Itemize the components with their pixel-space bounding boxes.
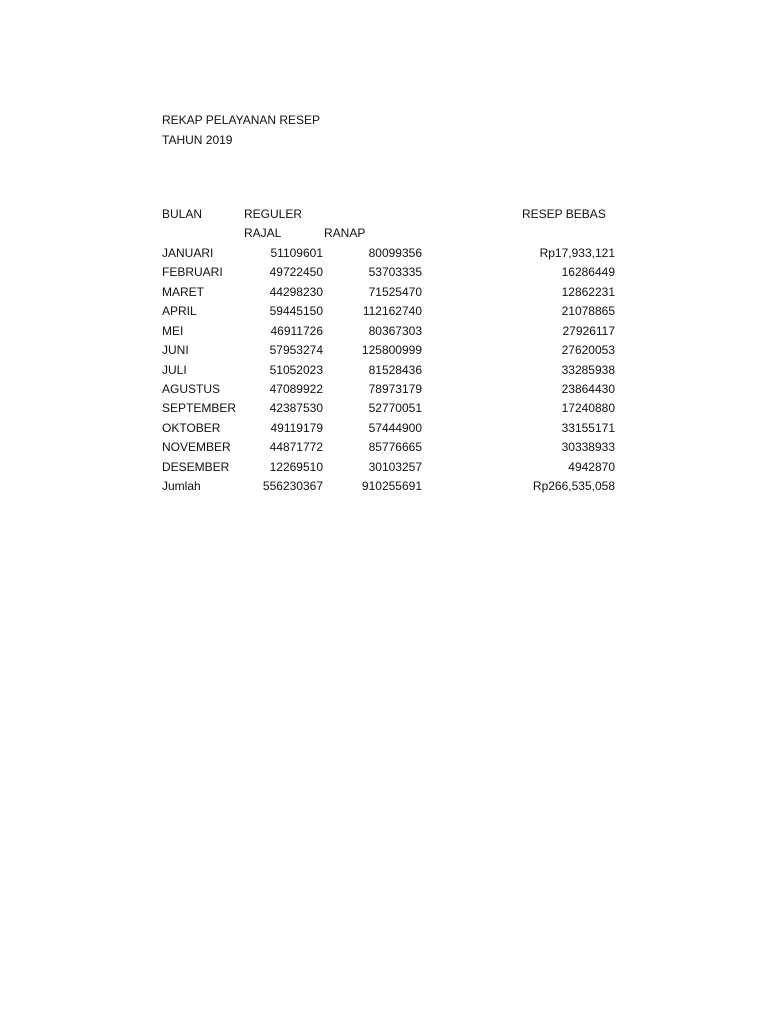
cell-bulan: SEPTEMBER (162, 401, 237, 416)
header-bulan: BULAN (162, 207, 203, 221)
cell-resep-bebas: 17240880 (561, 401, 615, 416)
cell-ranap: 53703335 (368, 265, 422, 280)
table-total-row (162, 477, 622, 496)
cell-rajal: 46911726 (270, 323, 323, 338)
cell-ranap: 85776665 (368, 440, 422, 455)
cell-rajal: 49119179 (270, 420, 323, 435)
table-row (162, 283, 622, 302)
header-rajal: RAJAL (244, 226, 282, 241)
header-resep-bebas: RESEP BEBAS (522, 207, 606, 221)
cell-resep-bebas: 27926117 (562, 323, 615, 338)
cell-resep-bebas: 23864430 (561, 381, 615, 396)
cell-bulan: MARET (162, 284, 204, 299)
cell-bulan: JUNI (162, 343, 189, 358)
table-row (162, 244, 622, 263)
cell-ranap: 78973179 (368, 381, 422, 396)
cell-bulan: JULI (162, 362, 187, 377)
cell-rajal: 44298230 (269, 284, 323, 299)
cell-rajal: 51109601 (270, 245, 323, 260)
cell-ranap: 30103257 (368, 459, 422, 474)
cell-bulan: APRIL (162, 304, 197, 319)
cell-rajal: 59445150 (269, 304, 323, 319)
cell-bulan: AGUSTUS (162, 381, 221, 396)
cell-rajal: 12269510 (269, 459, 323, 474)
cell-bulan: JANUARI (162, 245, 214, 260)
cell-resep-bebas: 30338933 (561, 440, 615, 455)
cell-rajal: 51052023 (269, 362, 323, 377)
cell-resep-bebas: Rp17,933,121 (539, 245, 615, 260)
cell-bulan: FEBRUARI (162, 265, 223, 280)
table-row (162, 419, 622, 438)
cell-resep-bebas: 4942870 (568, 459, 615, 474)
cell-rajal: 42387530 (269, 401, 323, 416)
table-row (162, 341, 622, 360)
cell-rajal: 57953274 (269, 343, 323, 358)
total-ranap: 910255691 (361, 479, 422, 494)
table-row (162, 361, 622, 380)
cell-resep-bebas: 12862231 (561, 284, 615, 299)
table-row (162, 380, 622, 399)
total-resep-bebas: Rp266,535,058 (532, 479, 615, 494)
cell-resep-bebas: 33155171 (561, 420, 615, 435)
table-row (162, 399, 622, 418)
cell-ranap: 81528436 (368, 362, 422, 377)
cell-bulan: NOVEMBER (162, 440, 231, 455)
cell-bulan: OKTOBER (162, 420, 221, 435)
cell-ranap: 57444900 (368, 420, 422, 435)
cell-resep-bebas: 16286449 (561, 265, 615, 280)
cell-ranap: 112162740 (362, 304, 422, 319)
total-rajal: 556230367 (262, 479, 323, 494)
table-header-row (162, 205, 622, 224)
cell-rajal: 44871772 (269, 440, 323, 455)
table-row (162, 302, 622, 321)
table-row (162, 322, 622, 341)
cell-resep-bebas: 27620053 (561, 343, 615, 358)
cell-ranap: 125800999 (361, 343, 422, 358)
total-label: Jumlah (162, 479, 201, 494)
cell-rajal: 49722450 (269, 265, 323, 280)
cell-rajal: 47089922 (269, 381, 323, 396)
cell-resep-bebas: 33285938 (561, 362, 615, 377)
table-row (162, 458, 622, 477)
document-subtitle-year: TAHUN 2019 (162, 133, 233, 147)
cell-ranap: 80099356 (368, 245, 422, 260)
recap-table (162, 205, 622, 497)
cell-resep-bebas: 21078865 (561, 304, 615, 319)
table-row (162, 438, 622, 457)
cell-ranap: 52770051 (368, 401, 422, 416)
table-row (162, 263, 622, 282)
cell-bulan: DESEMBER (162, 459, 230, 474)
header-reguler: REGULER (244, 207, 303, 221)
document-title-block (162, 110, 320, 150)
cell-ranap: 71525470 (368, 284, 422, 299)
cell-ranap: 80367303 (368, 323, 422, 338)
cell-bulan: MEI (162, 323, 184, 338)
table-subheader-row (162, 224, 622, 243)
document-title: REKAP PELAYANAN RESEP (162, 113, 321, 127)
header-ranap: RANAP (324, 226, 366, 241)
